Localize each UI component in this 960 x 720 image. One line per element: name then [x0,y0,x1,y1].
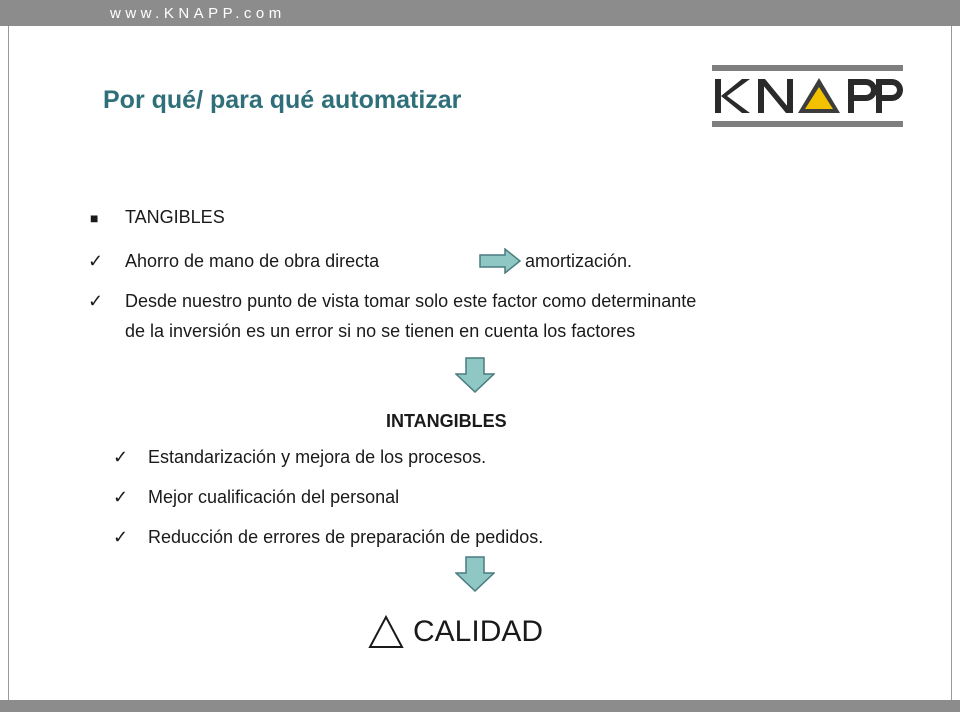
down-arrow-icon [455,556,495,592]
bottom-bar [0,700,960,712]
frame-right-border [951,26,952,700]
top-bar [0,0,960,26]
intangibles-item-1: Estandarización y mejora de los procesos. [148,447,487,467]
tangibles-item-1-result: amortización. [525,251,633,271]
square-bullet-icon: ■ [90,210,99,226]
slide-title: Por qué/ para qué automatizar [103,86,462,114]
delta-triangle-icon [368,614,404,650]
right-arrow-icon [479,248,521,274]
down-arrow-icon [455,357,495,393]
tangibles-item-2-line-1: Desde nuestro punto de vista tomar solo este factor como determinante [125,291,697,311]
frame-left-border [8,26,9,700]
tangibles-heading: TANGIBLES [125,207,225,227]
checkmark-icon: ✓ [113,447,129,467]
tangibles-item-1-text: Ahorro de mano de obra directa [125,251,380,271]
website-url: www.KNAPP.com [110,5,286,22]
knapp-logo [712,65,903,127]
checkmark-icon: ✓ [113,527,129,547]
intangibles-item-2: Mejor cualificación del personal [148,487,400,507]
intangibles-item-3: Reducción de errores de preparación de pedidos. [148,527,544,547]
tangibles-item-2-line-2: de la inversión es un error si no se tienen en cuenta los factores [125,321,636,341]
checkmark-icon: ✓ [88,251,104,271]
checkmark-icon: ✓ [113,487,129,507]
intangibles-heading: INTANGIBLES [386,411,507,431]
result-calidad: CALIDAD [413,615,544,648]
checkmark-icon: ✓ [88,291,104,311]
